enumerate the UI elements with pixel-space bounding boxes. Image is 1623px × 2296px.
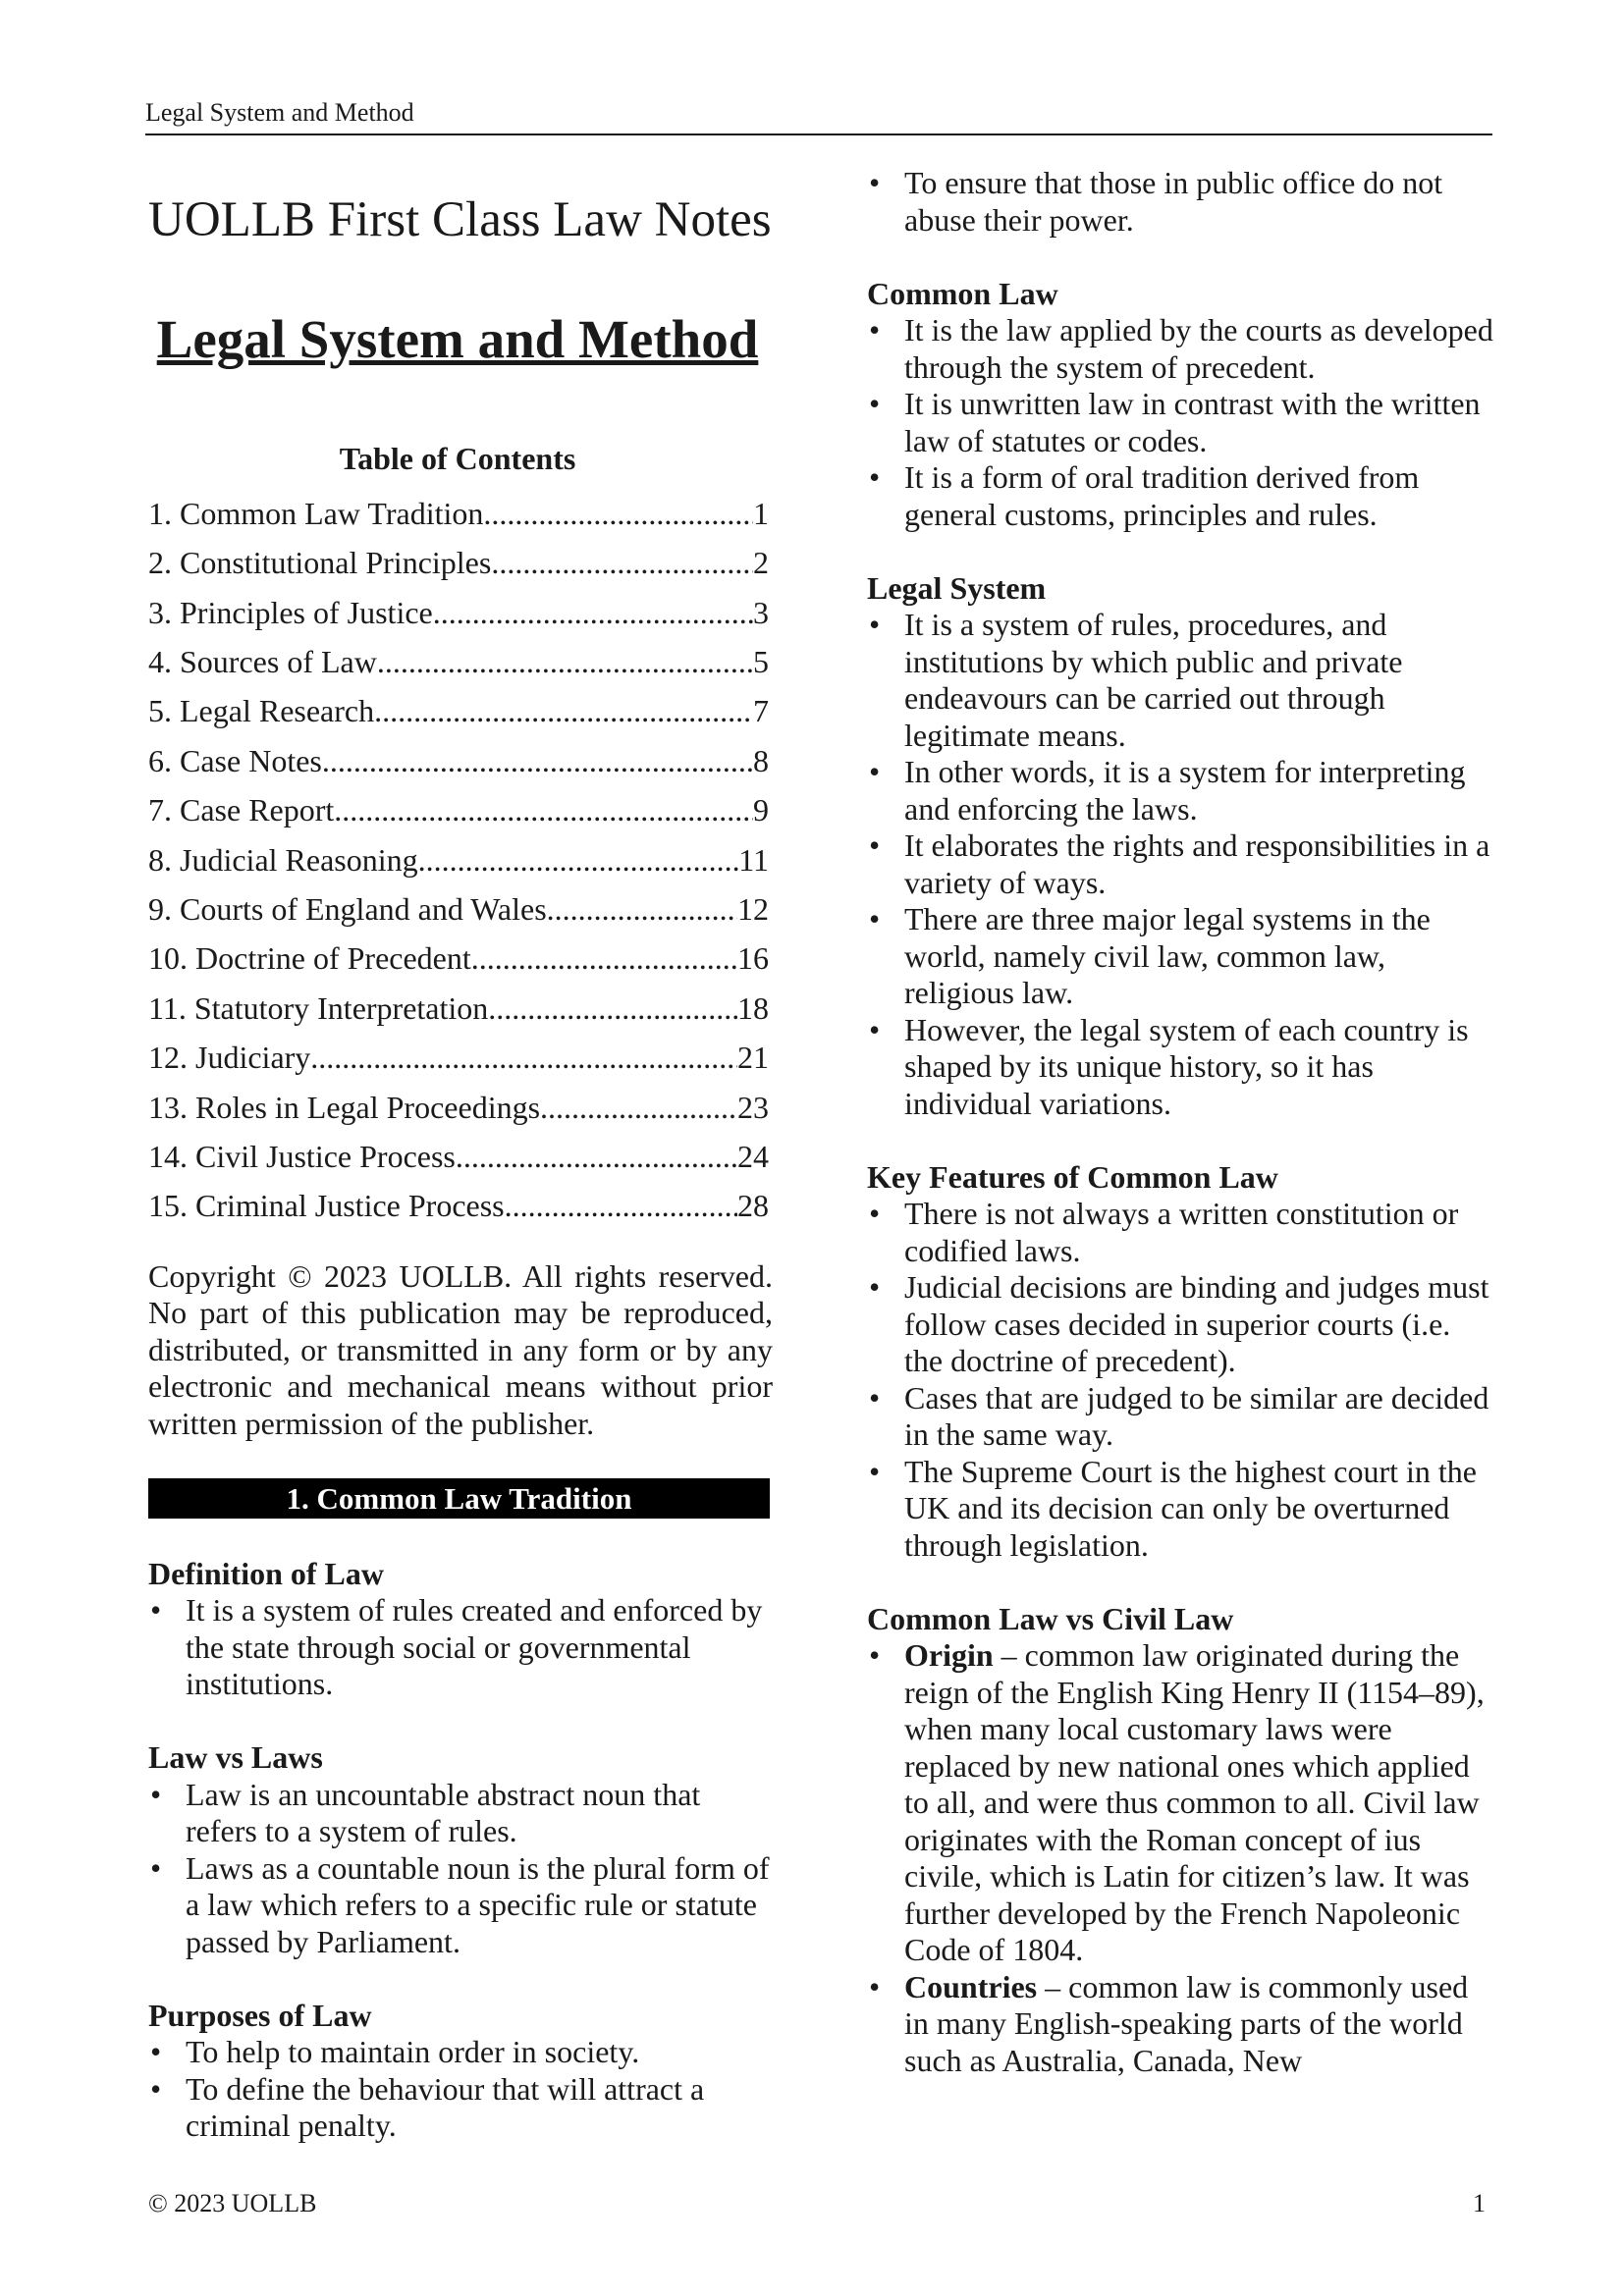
toc-entry-page: 1 [753,495,769,531]
toc-entry-page: 9 [753,792,769,828]
toc-leader-dots [505,1181,737,1230]
toc-entry-title: 12. Judiciary [148,1040,311,1076]
toc-leader-dots [322,736,753,785]
bullet-text: – common law is commonly used in many English-speaking parts of the world such as Australia, Canada, New [904,1968,1469,2078]
subheading-key-features: Key Features of Common Law [867,1158,1278,1195]
toc-entry [148,637,769,686]
bullet-item: • It is the law applied by the courts as developed through the system of precedent. [867,312,1495,386]
toc-entry-title: 10. Doctrine of Precedent [148,940,471,977]
toc-entry [148,1033,769,1082]
toc-entry-page: 5 [753,644,769,680]
bullet-item: • It is unwritten law in contrast with the written law of statutes or codes. [867,386,1495,459]
bullet-item: • To help to maintain order in society. [148,2034,773,2071]
toc-leader-dots [456,1132,737,1181]
toc-entry-page: 11 [738,841,769,878]
bullet-item [867,1637,1495,1969]
definition-list [148,1592,773,1703]
legal-system-list [867,607,1495,1122]
toc-entry-page: 8 [753,742,769,778]
bullet-item: • It is a system of rules, procedures, and institutions by which public and private endeavours can be carried out through legitimate means. [867,607,1495,754]
bullet-item: • However, the legal system of each country is shaped by its unique history, so it has individual variations. [867,1012,1495,1123]
bullet-item: • There are three major legal systems in the world, namely civil law, common law, religious law. [867,901,1495,1012]
subheading-common-law: Common Law [867,275,1058,311]
toc-entry-title: 8. Judicial Reasoning [148,841,418,878]
toc-entry-title: 2. Constitutional Principles [148,545,492,581]
bullet-item: • To define the behaviour that will attract a criminal penalty. [148,2071,773,2145]
toc-entry-title: 9. Courts of England and Wales [148,891,547,928]
key-features-list [867,1196,1495,1564]
toc-entry [148,588,769,637]
toc-entry-page: 7 [753,693,769,729]
common-vs-civil-list [867,1637,1495,2079]
subheading-purposes: Purposes of Law [148,1997,372,2033]
toc-leader-dots [471,934,737,983]
toc-entry-page: 12 [737,891,769,928]
toc-entry-title: 14. Civil Justice Process [148,1138,456,1174]
toc-entry-page: 3 [753,594,769,630]
toc-entry-title: 5. Legal Research [148,693,375,729]
common-law-list [867,312,1495,533]
toc-entry [148,1083,769,1132]
bullet-item: • It elaborates the rights and responsibilities in a variety of ways. [867,828,1495,901]
document-title: UOLLB First Class Law Notes [148,192,772,247]
toc-entry [148,538,769,587]
toc-leader-dots [377,637,753,686]
toc-entry [148,785,769,834]
toc-entry-title: 1. Common Law Tradition [148,495,484,531]
toc-entry [148,736,769,785]
subheading-definition: Definition of Law [148,1555,384,1591]
bullet-item: • In other words, it is a system for interpreting and enforcing the laws. [867,754,1495,828]
toc-entry-title: 4. Sources of Law [148,644,377,680]
subject-title: Legal System and Method [156,308,759,369]
toc-entry-page: 18 [737,989,769,1026]
toc-entry [148,1181,769,1230]
toc-leader-dots [491,538,753,587]
toc-entry-page: 28 [737,1188,769,1224]
toc-entry-page: 2 [753,545,769,581]
toc-leader-dots [334,785,753,834]
page-number: 1 [1473,2189,1486,2217]
toc-entry [148,984,769,1033]
toc-leader-dots [418,835,739,884]
toc-entry-title: 11. Statutory Interpretation [148,989,489,1026]
bullet-item: • There is not always a written constitution or codified laws. [867,1196,1495,1269]
bullet-item: • To ensure that those in public office do not abuse their power. [867,165,1495,239]
section-heading: 1. Common Law Tradition [148,1478,770,1519]
subheading-law-vs-laws: Law vs Laws [148,1739,323,1776]
toc-entry-title: 3. Principles of Justice [148,594,433,630]
toc-heading: Table of Contents [339,440,576,476]
law-vs-laws-list [148,1777,773,1961]
bullet-item: • Cases that are judged to be similar are decided in the same way. [867,1380,1495,1454]
toc-leader-dots [547,884,737,934]
toc-entry-title: 6. Case Notes [148,742,322,778]
subheading-legal-system: Legal System [867,569,1047,606]
toc-entry [148,1132,769,1181]
toc-entry-page: 23 [737,1089,769,1125]
toc-entry [148,884,769,934]
toc-entry-title: 15. Criminal Justice Process [148,1188,505,1224]
right-column [867,165,1495,2079]
bullet-lead: Countries [904,1968,1038,2004]
toc-leader-dots [374,686,753,735]
toc-entry-title: 13. Roles in Legal Proceedings [148,1089,541,1125]
toc-leader-dots [488,984,737,1033]
bullet-item [867,1969,1495,2080]
bullet-lead: Origin [904,1637,994,1673]
purposes-list-continued [867,165,1495,239]
toc-entry-page: 21 [737,1040,769,1076]
footer-copyright: © 2023 UOLLB [148,2189,317,2217]
running-header: Legal System and Method [145,98,1492,135]
bullet-text: – common law originated during the reign of the English King Henry II (1154–89), when many local customary laws were replaced by new national ones which applied to all, and were thus common to all. Civil law originates with the Roman concept of ius civile, which is Latin for citizen’s law. It was further developed by the French Napoleonic Code of 1804. [904,1637,1485,1967]
toc-leader-dots [433,588,753,637]
toc-leader-dots [540,1083,737,1132]
table-of-contents [148,489,769,1231]
toc-leader-dots [483,489,753,538]
left-column [148,162,773,2145]
toc-entry [148,934,769,983]
toc-entry-page: 24 [737,1138,769,1174]
bullet-item: • Judicial decisions are binding and judges must follow cases decided in superior courts (i.e. the doctrine of precedent). [867,1269,1495,1380]
toc-leader-dots [310,1033,737,1082]
toc-entry [148,835,769,884]
purposes-list [148,2034,773,2145]
toc-entry [148,489,769,538]
toc-entry-page: 16 [737,940,769,977]
toc-entry-title: 7. Case Report [148,792,335,828]
bullet-item: • The Supreme Court is the highest court in the UK and its decision can only be overturned through legislation. [867,1454,1495,1565]
bullet-item: • Laws as a countable noun is the plural form of a law which refers to a specific rule or statute passed by Parliament. [148,1850,773,1961]
copyright-notice: Copyright © 2023 UOLLB. All rights reserved. No part of this publication may be reproduced, distributed, or transmitted in any form or by any electronic and mechanical means without prior written permission of the publisher. [148,1257,773,1441]
bullet-item: • It is a system of rules created and enforced by the state through social or governmental institutions. [148,1592,773,1703]
subheading-common-vs-civil: Common Law vs Civil Law [867,1600,1234,1636]
bullet-item: • It is a form of oral tradition derived from general customs, principles and rules. [867,459,1495,533]
bullet-item: • Law is an uncountable abstract noun that refers to a system of rules. [148,1777,773,1850]
toc-entry [148,686,769,735]
